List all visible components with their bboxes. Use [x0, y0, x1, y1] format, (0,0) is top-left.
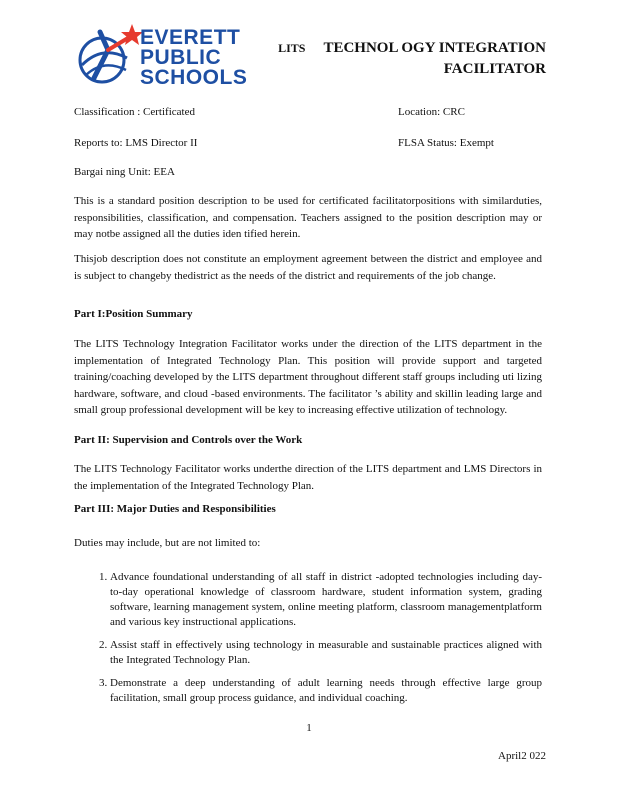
list-item: 2. Assist staff in effectively using technology in measurable and sustainable practices aligned with the Integrated Technology Plan.: [110, 638, 542, 668]
list-item: 3. Demonstrate a deep understanding of adult learning needs through effective large group facilitation, small group process guidance, and individual coaching.: [110, 676, 542, 706]
logo-line-2: PUBLIC: [140, 46, 222, 69]
logo-line-3: SCHOOLS: [140, 66, 248, 89]
duties-list: [88, 570, 542, 714]
part1-heading: Part I:Position Summary: [74, 308, 193, 320]
part1-text: The LITS Technology Integration Facilitator works under the direction of the LITS department in the implementation of Integrated Technology Plan. This position will provide support and targeted training/coaching developed by the LITS department throughout different staff groups including uti lizing hardware, software, and cloud -based environments. The facilitator ’s ability and skillin leading large and small group professional development will be key to increasing effective utilization of technology.: [74, 338, 542, 416]
flsa-status: FLSA Status: Exempt: [398, 137, 494, 149]
logo-wordmark: [140, 28, 247, 88]
page-number: 1: [306, 722, 312, 734]
logo-line-1: EVERETT: [140, 26, 241, 49]
globe-figure-icon: [72, 20, 142, 90]
reports-to: Reports to: LMS Director II: [74, 137, 198, 149]
part2-text: The LITS Technology Facilitator works underthe direction of the LITS department and LMS Directors in the implementation of the Integrated Technology Plan.: [74, 463, 542, 492]
title-prefix: LITS: [278, 41, 306, 55]
part3-lead: Duties may include, but are not limited to:: [74, 537, 261, 549]
title-line-2: FACILITATOR: [443, 61, 546, 77]
location: Location: CRC: [398, 106, 465, 118]
footer-date: April2 022: [498, 750, 546, 762]
list-item: 1. Advance foundational understanding of all staff in district -adopted technologies including day-to-day operational knowledge of classroom hardware, student information system, grading software, learning management system, online meeting platform, classroom managementplatform and various key instructional applications.: [110, 570, 542, 630]
title-line-1: TECHNOL OGY INTEGRATION: [323, 40, 546, 56]
bargaining-unit: Bargai ning Unit: EEA: [74, 166, 175, 178]
part3-heading: Part III: Major Duties and Responsibilities: [74, 503, 276, 515]
part2-heading: Part II: Supervision and Controls over the Work: [74, 434, 303, 446]
intro-paragraph-1: This is a standard position description to be used for certificated facilitatorpositions with similarduties, responsibilities, classification, and compensation. Teachers assigned to the position description may or may notbe assigned all the duties iden tified herein.: [74, 195, 542, 240]
document-title: [278, 38, 546, 80]
classification: Classification : Certificated: [74, 106, 195, 118]
intro-paragraph-2: Thisjob description does not constitute an employment agreement between the district and employee and is subject to changeby thedistrict as the needs of the district and requirements of the job change.: [74, 253, 542, 282]
